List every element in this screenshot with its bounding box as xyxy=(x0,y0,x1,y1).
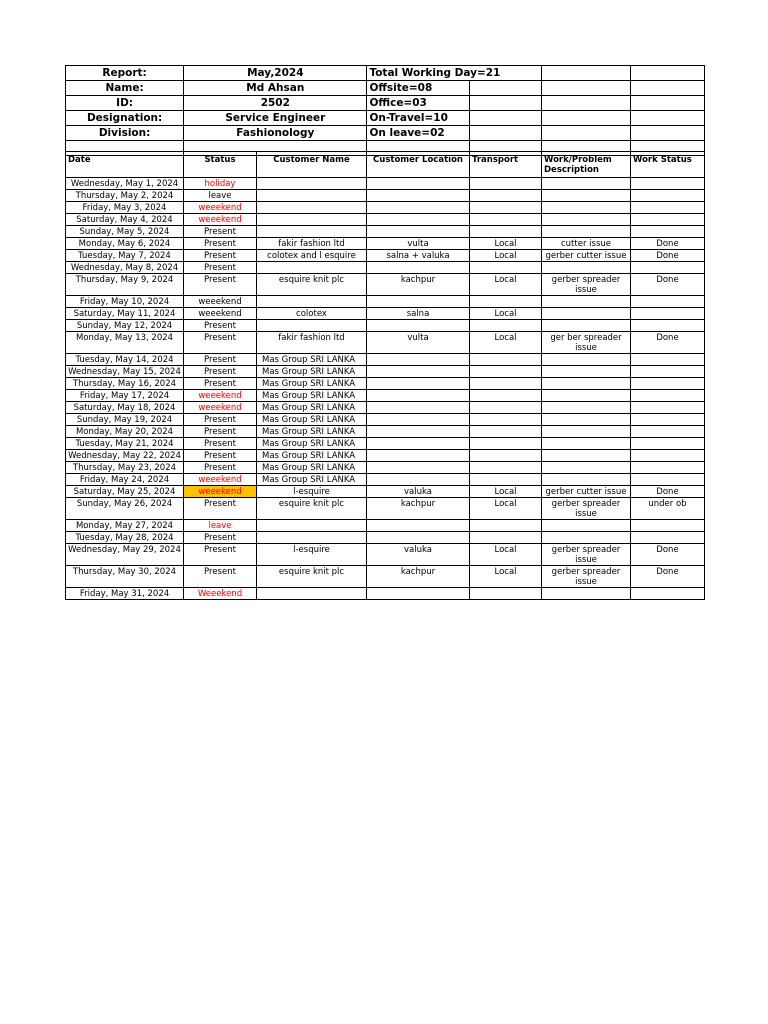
cell-work-status xyxy=(631,178,705,190)
cell-transport: Local xyxy=(470,486,542,498)
cell-work-description xyxy=(542,390,631,402)
cell-customer-location: vulta xyxy=(367,332,470,354)
cell-work-status: Done xyxy=(631,486,705,498)
cell-customer-location xyxy=(367,178,470,190)
cell-work-description xyxy=(542,178,631,190)
cell-customer-location xyxy=(367,262,470,274)
table-row xyxy=(66,450,705,462)
cell-customer-location: vulta xyxy=(367,238,470,250)
cell-date: Thursday, May 16, 2024 xyxy=(66,378,184,390)
cell-status: Present xyxy=(184,238,257,250)
cell-date: Friday, May 31, 2024 xyxy=(66,588,184,600)
table-row xyxy=(66,332,705,354)
cell-customer-name xyxy=(257,226,367,238)
cell-work-description xyxy=(542,354,631,366)
cell-date: Friday, May 10, 2024 xyxy=(66,296,184,308)
cell-transport: Local xyxy=(470,566,542,588)
cell-work-status xyxy=(631,308,705,320)
cell-work-status xyxy=(631,588,705,600)
cell-work-description: gerber spreader issue xyxy=(542,544,631,566)
cell-work-status xyxy=(631,462,705,474)
table-row xyxy=(66,390,705,402)
id-value: 2502 xyxy=(184,96,367,111)
cell-customer-name: l-esquire xyxy=(257,544,367,566)
cell-status: weeekend xyxy=(184,214,257,226)
cell-status: weeekend xyxy=(184,390,257,402)
empty-cell xyxy=(541,111,630,126)
table-row xyxy=(66,202,705,214)
cell-date: Monday, May 27, 2024 xyxy=(66,520,184,532)
cell-status: Present xyxy=(184,426,257,438)
cell-status: Present xyxy=(184,438,257,450)
cell-status: Present xyxy=(184,274,257,296)
cell-status: Weeekend xyxy=(184,588,257,600)
name-label: Name: xyxy=(66,81,184,96)
empty-cell xyxy=(541,126,630,141)
cell-customer-name: Mas Group SRI LANKA xyxy=(257,378,367,390)
cell-work-status xyxy=(631,378,705,390)
cell-customer-location xyxy=(367,190,470,202)
table-row xyxy=(66,588,705,600)
column-header-customer-location: Customer Location xyxy=(367,152,470,178)
column-header-status: Status xyxy=(184,152,257,178)
cell-date: Tuesday, May 7, 2024 xyxy=(66,250,184,262)
empty-cell xyxy=(630,96,704,111)
cell-customer-name xyxy=(257,320,367,332)
cell-work-description xyxy=(542,462,631,474)
cell-customer-location: kachpur xyxy=(367,566,470,588)
cell-customer-name: Mas Group SRI LANKA xyxy=(257,462,367,474)
designation-value: Service Engineer xyxy=(184,111,367,126)
cell-customer-location xyxy=(367,214,470,226)
cell-customer-location xyxy=(367,532,470,544)
table-row xyxy=(66,520,705,532)
cell-work-status xyxy=(631,414,705,426)
report-label: Report: xyxy=(66,66,184,81)
cell-work-description xyxy=(542,214,631,226)
cell-customer-location xyxy=(367,426,470,438)
cell-date: Friday, May 3, 2024 xyxy=(66,202,184,214)
cell-customer-name xyxy=(257,202,367,214)
on-travel-count: On-Travel=10 xyxy=(367,111,469,126)
table-row xyxy=(66,426,705,438)
table-row xyxy=(66,498,705,520)
cell-customer-location xyxy=(367,474,470,486)
cell-status: Present xyxy=(184,366,257,378)
cell-date: Wednesday, May 1, 2024 xyxy=(66,178,184,190)
cell-transport: Local xyxy=(470,250,542,262)
cell-work-status: under ob xyxy=(631,498,705,520)
cell-customer-name: Mas Group SRI LANKA xyxy=(257,474,367,486)
cell-work-description xyxy=(542,520,631,532)
cell-customer-name: Mas Group SRI LANKA xyxy=(257,438,367,450)
header-row-division xyxy=(66,126,705,141)
cell-date: Friday, May 17, 2024 xyxy=(66,390,184,402)
cell-work-status: Done xyxy=(631,566,705,588)
cell-transport xyxy=(470,190,542,202)
empty-cell xyxy=(630,66,704,81)
cell-transport xyxy=(470,296,542,308)
cell-date: Wednesday, May 15, 2024 xyxy=(66,366,184,378)
cell-work-description xyxy=(542,426,631,438)
cell-customer-name: l-esquire xyxy=(257,486,367,498)
cell-status: holiday xyxy=(184,178,257,190)
on-leave-count: On leave=02 xyxy=(367,126,469,141)
cell-status: weeekend xyxy=(184,486,257,498)
cell-customer-name: Mas Group SRI LANKA xyxy=(257,366,367,378)
cell-date: Saturday, May 18, 2024 xyxy=(66,402,184,414)
table-row xyxy=(66,214,705,226)
cell-work-description: gerber spreader issue xyxy=(542,498,631,520)
cell-work-description xyxy=(542,366,631,378)
cell-date: Tuesday, May 14, 2024 xyxy=(66,354,184,366)
cell-work-description xyxy=(542,414,631,426)
cell-customer-location xyxy=(367,450,470,462)
cell-status: weeekend xyxy=(184,474,257,486)
cell-work-status xyxy=(631,202,705,214)
cell-work-description xyxy=(542,202,631,214)
id-label: ID: xyxy=(66,96,184,111)
table-row xyxy=(66,354,705,366)
cell-work-description xyxy=(542,438,631,450)
cell-date: Sunday, May 19, 2024 xyxy=(66,414,184,426)
cell-status: Present xyxy=(184,450,257,462)
cell-transport xyxy=(470,462,542,474)
cell-transport xyxy=(470,532,542,544)
cell-work-status: Done xyxy=(631,274,705,296)
table-row xyxy=(66,378,705,390)
cell-transport: Local xyxy=(470,544,542,566)
empty-cell xyxy=(469,81,541,96)
cell-work-status xyxy=(631,366,705,378)
table-row xyxy=(66,226,705,238)
cell-customer-name: Mas Group SRI LANKA xyxy=(257,390,367,402)
report-header-table xyxy=(65,65,705,156)
division-value: Fashionology xyxy=(184,126,367,141)
cell-work-status xyxy=(631,190,705,202)
cell-date: Thursday, May 9, 2024 xyxy=(66,274,184,296)
cell-customer-name: esquire knit plc xyxy=(257,498,367,520)
cell-status: Present xyxy=(184,544,257,566)
cell-transport xyxy=(470,214,542,226)
cell-work-status: Done xyxy=(631,250,705,262)
table-row xyxy=(66,178,705,190)
cell-customer-name: esquire knit plc xyxy=(257,566,367,588)
cell-work-status xyxy=(631,450,705,462)
cell-work-status xyxy=(631,438,705,450)
cell-customer-name xyxy=(257,178,367,190)
cell-date: Sunday, May 12, 2024 xyxy=(66,320,184,332)
cell-transport xyxy=(470,414,542,426)
cell-work-status xyxy=(631,320,705,332)
cell-customer-name: Mas Group SRI LANKA xyxy=(257,414,367,426)
cell-work-status xyxy=(631,426,705,438)
cell-work-description xyxy=(542,190,631,202)
cell-work-description xyxy=(542,296,631,308)
cell-customer-location xyxy=(367,320,470,332)
cell-transport xyxy=(470,202,542,214)
table-row xyxy=(66,296,705,308)
cell-transport xyxy=(470,262,542,274)
column-header-transport: Transport xyxy=(470,152,542,178)
table-row xyxy=(66,474,705,486)
cell-work-status xyxy=(631,226,705,238)
cell-customer-name xyxy=(257,190,367,202)
cell-work-status xyxy=(631,214,705,226)
cell-customer-name: Mas Group SRI LANKA xyxy=(257,402,367,414)
table-row xyxy=(66,262,705,274)
cell-transport xyxy=(470,520,542,532)
cell-date: Wednesday, May 8, 2024 xyxy=(66,262,184,274)
cell-customer-name: fakir fashion ltd xyxy=(257,238,367,250)
cell-customer-name: fakir fashion ltd xyxy=(257,332,367,354)
cell-work-description xyxy=(542,588,631,600)
empty-cell xyxy=(469,96,541,111)
cell-customer-name xyxy=(257,588,367,600)
cell-transport xyxy=(470,320,542,332)
cell-date: Thursday, May 2, 2024 xyxy=(66,190,184,202)
cell-transport: Local xyxy=(470,238,542,250)
cell-work-description xyxy=(542,474,631,486)
table-row xyxy=(66,274,705,296)
cell-transport xyxy=(470,378,542,390)
cell-customer-name xyxy=(257,520,367,532)
cell-transport xyxy=(470,402,542,414)
total-working-day: Total Working Day=21 xyxy=(367,66,541,81)
cell-work-description xyxy=(542,450,631,462)
cell-work-status xyxy=(631,296,705,308)
cell-date: Thursday, May 23, 2024 xyxy=(66,462,184,474)
cell-work-description xyxy=(542,226,631,238)
cell-work-status: Done xyxy=(631,238,705,250)
cell-transport xyxy=(470,366,542,378)
cell-customer-location: kachpur xyxy=(367,498,470,520)
cell-date: Saturday, May 25, 2024 xyxy=(66,486,184,498)
empty-cell xyxy=(541,96,630,111)
cell-customer-name xyxy=(257,296,367,308)
cell-customer-location: valuka xyxy=(367,486,470,498)
cell-customer-name xyxy=(257,262,367,274)
cell-work-status xyxy=(631,354,705,366)
cell-customer-location xyxy=(367,296,470,308)
cell-customer-name: colotex xyxy=(257,308,367,320)
cell-customer-location xyxy=(367,588,470,600)
empty-cell xyxy=(469,126,541,141)
cell-status: Present xyxy=(184,414,257,426)
cell-work-status xyxy=(631,532,705,544)
cell-status: weeekend xyxy=(184,308,257,320)
cell-status: Present xyxy=(184,320,257,332)
cell-work-status: Done xyxy=(631,544,705,566)
name-value: Md Ahsan xyxy=(184,81,367,96)
table-row xyxy=(66,438,705,450)
division-label: Division: xyxy=(66,126,184,141)
cell-work-status: Done xyxy=(631,332,705,354)
header-row-report xyxy=(66,66,705,81)
cell-customer-name: Mas Group SRI LANKA xyxy=(257,426,367,438)
cell-work-status xyxy=(631,474,705,486)
header-row-id xyxy=(66,96,705,111)
cell-work-description: gerber spreader issue xyxy=(542,274,631,296)
cell-status: Present xyxy=(184,532,257,544)
cell-transport xyxy=(470,450,542,462)
cell-work-description: ger ber spreader issue xyxy=(542,332,631,354)
cell-customer-location xyxy=(367,390,470,402)
cell-transport: Local xyxy=(470,308,542,320)
cell-work-status xyxy=(631,262,705,274)
cell-status: weeekend xyxy=(184,202,257,214)
table-row xyxy=(66,238,705,250)
column-header-customer-name: Customer Name xyxy=(257,152,367,178)
table-row xyxy=(66,414,705,426)
cell-work-description xyxy=(542,262,631,274)
cell-customer-location xyxy=(367,226,470,238)
cell-work-description xyxy=(542,402,631,414)
cell-work-description: gerber spreader issue xyxy=(542,566,631,588)
cell-customer-location xyxy=(367,366,470,378)
cell-status: leave xyxy=(184,190,257,202)
column-header-row xyxy=(66,152,705,178)
table-row xyxy=(66,402,705,414)
designation-label: Designation: xyxy=(66,111,184,126)
cell-date: Monday, May 20, 2024 xyxy=(66,426,184,438)
cell-transport: Local xyxy=(470,274,542,296)
cell-date: Tuesday, May 21, 2024 xyxy=(66,438,184,450)
cell-status: leave xyxy=(184,520,257,532)
cell-customer-location xyxy=(367,414,470,426)
cell-date: Saturday, May 4, 2024 xyxy=(66,214,184,226)
cell-status: Present xyxy=(184,378,257,390)
table-row xyxy=(66,320,705,332)
cell-customer-location: salna + valuka xyxy=(367,250,470,262)
cell-date: Monday, May 13, 2024 xyxy=(66,332,184,354)
cell-date: Wednesday, May 29, 2024 xyxy=(66,544,184,566)
empty-cell xyxy=(541,81,630,96)
cell-customer-location xyxy=(367,438,470,450)
cell-work-status xyxy=(631,520,705,532)
cell-customer-location xyxy=(367,402,470,414)
cell-customer-location: kachpur xyxy=(367,274,470,296)
cell-status: Present xyxy=(184,354,257,366)
office-count: Office=03 xyxy=(367,96,469,111)
column-header-work-description: Work/Problem Description xyxy=(542,152,631,178)
cell-work-description xyxy=(542,308,631,320)
cell-transport xyxy=(470,178,542,190)
cell-customer-name xyxy=(257,532,367,544)
table-row xyxy=(66,486,705,498)
cell-work-status xyxy=(631,390,705,402)
cell-customer-location: valuka xyxy=(367,544,470,566)
cell-work-description xyxy=(542,532,631,544)
header-row-designation xyxy=(66,111,705,126)
cell-customer-name: Mas Group SRI LANKA xyxy=(257,450,367,462)
cell-work-description: gerber cutter issue xyxy=(542,486,631,498)
cell-work-description xyxy=(542,320,631,332)
table-row xyxy=(66,566,705,588)
empty-cell xyxy=(630,81,704,96)
daily-log-table xyxy=(65,151,705,600)
cell-status: Present xyxy=(184,462,257,474)
empty-cell xyxy=(630,111,704,126)
cell-customer-location xyxy=(367,378,470,390)
cell-status: weeekend xyxy=(184,296,257,308)
cell-transport xyxy=(470,588,542,600)
table-row xyxy=(66,366,705,378)
table-row xyxy=(66,462,705,474)
cell-date: Sunday, May 5, 2024 xyxy=(66,226,184,238)
table-row xyxy=(66,308,705,320)
cell-customer-name: esquire knit plc xyxy=(257,274,367,296)
cell-customer-location xyxy=(367,462,470,474)
cell-status: Present xyxy=(184,250,257,262)
table-row xyxy=(66,250,705,262)
cell-date: Tuesday, May 28, 2024 xyxy=(66,532,184,544)
cell-customer-name xyxy=(257,214,367,226)
cell-transport xyxy=(470,438,542,450)
cell-work-status xyxy=(631,402,705,414)
cell-customer-location xyxy=(367,520,470,532)
cell-date: Saturday, May 11, 2024 xyxy=(66,308,184,320)
cell-date: Wednesday, May 22, 2024 xyxy=(66,450,184,462)
cell-status: Present xyxy=(184,332,257,354)
offsite-count: Offsite=08 xyxy=(367,81,469,96)
cell-status: Present xyxy=(184,566,257,588)
column-header-date: Date xyxy=(66,152,184,178)
column-header-work-status: Work Status xyxy=(631,152,705,178)
cell-customer-name: Mas Group SRI LANKA xyxy=(257,354,367,366)
cell-status: Present xyxy=(184,262,257,274)
cell-date: Sunday, May 26, 2024 xyxy=(66,498,184,520)
cell-customer-location xyxy=(367,202,470,214)
cell-transport xyxy=(470,226,542,238)
table-row xyxy=(66,532,705,544)
cell-transport xyxy=(470,426,542,438)
cell-work-description: cutter issue xyxy=(542,238,631,250)
cell-transport: Local xyxy=(470,332,542,354)
report-value: May,2024 xyxy=(184,66,367,81)
cell-date: Thursday, May 30, 2024 xyxy=(66,566,184,588)
cell-customer-location: salna xyxy=(367,308,470,320)
cell-transport xyxy=(470,474,542,486)
table-row xyxy=(66,190,705,202)
cell-transport xyxy=(470,390,542,402)
cell-work-description xyxy=(542,378,631,390)
empty-cell xyxy=(469,111,541,126)
header-row-name xyxy=(66,81,705,96)
cell-customer-name: colotex and l esquire xyxy=(257,250,367,262)
cell-status: weeekend xyxy=(184,402,257,414)
cell-date: Monday, May 6, 2024 xyxy=(66,238,184,250)
empty-cell xyxy=(541,66,630,81)
cell-transport xyxy=(470,354,542,366)
cell-customer-location xyxy=(367,354,470,366)
table-row xyxy=(66,544,705,566)
cell-transport: Local xyxy=(470,498,542,520)
cell-status: Present xyxy=(184,498,257,520)
cell-date: Friday, May 24, 2024 xyxy=(66,474,184,486)
cell-status: Present xyxy=(184,226,257,238)
cell-work-description: gerber cutter issue xyxy=(542,250,631,262)
empty-cell xyxy=(630,126,704,141)
